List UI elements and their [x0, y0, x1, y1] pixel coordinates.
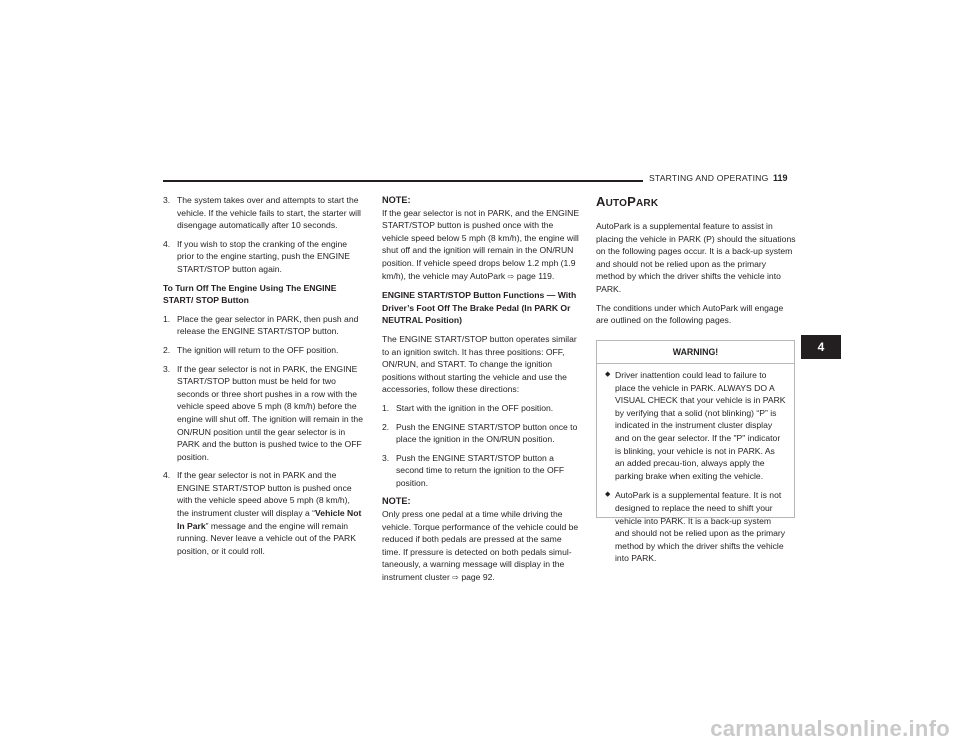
note-label: NOTE: [382, 496, 411, 507]
running-header-section: STARTING AND OPERATING [649, 173, 769, 183]
steps-start-continued [163, 194, 363, 276]
note-text: Only press one pedal at a time while driving the vehicle. Torque performance of the vehicle could be reduced if both pedals are pressed at the same time. If pressure is detected on both pedals simul-taneously, a warning message will display in the instrument cluster ⇨ page 92. [382, 509, 579, 583]
list-item: 3. If the gear selector is not in PARK, the ENGINE START/STOP button must be held for two seconds or three short pushes in a row with the vehicle speed above 5 mph (8 km/h) before the engine will shut off. The ignition will remain in the ON/RUN position until the gear selector is in PARK and the button is pushed twice to the OFF position. [163, 363, 363, 462]
page-number: 119 [773, 173, 788, 183]
steps-turn-off [163, 313, 363, 558]
list-item: 1. Start with the ignition in the OFF position. [382, 402, 554, 413]
watermark: carmanualsonline.info [710, 716, 950, 742]
steps-ignition-positions [382, 402, 580, 490]
list-item: 3. Push the ENGINE START/STOP button a second time to return the ignition to the OFF position. [382, 452, 565, 488]
warning-box [596, 340, 795, 564]
diamond-bullet-icon: ◆ [605, 491, 611, 499]
subheading-button-functions: ENGINE START/STOP Button Functions — With Driver’s Foot Off The Brake Pedal (In PARK Or NEUTRAL Position) [382, 290, 577, 326]
chapter-tab: 4 [801, 335, 841, 359]
vehicle-not-in-park-message: Vehicle Not In Park [177, 508, 362, 531]
warning-title: WARNING! [597, 341, 794, 364]
list-item: 1. Place the gear selector in PARK, then push and release the ENGINE START/STOP button. [163, 313, 359, 337]
list-item: 4. If you wish to stop the cranking of the engine prior to the engine starting, push the ENGINE START/STOP button again. [163, 238, 350, 274]
autopark-paragraph: AutoPark is a supplemental feature to assist in placing the vehicle in PARK (P) should the situations on the following pages occur. It is a back-up system and should not be relied upon as the primary method by which the driver shifts the vehicle into PARK. [596, 221, 796, 294]
page-reference-link[interactable]: page 92. [461, 572, 495, 583]
column-right [596, 194, 796, 333]
diamond-bullet-icon: ◆ [605, 371, 611, 378]
page-reference-link[interactable]: page 119. [516, 270, 555, 281]
column-left [163, 194, 363, 563]
list-item: 2. Push the ENGINE START/STOP button once to place the ignition in the ON/RUN position. [382, 421, 578, 445]
list-item: 4. If the gear selector is not in PARK and the ENGINE START/STOP button is pushed once with the vehicle speed above 5 mph (8 km/h), the instrument cluster will display a “Vehicle Not In Park” message and the engine will remain running. Never leave a vehicle out of the PARK position, or it could roll. [163, 470, 362, 556]
subheading-turn-off-engine: To Turn Off The Engine Using The ENGINE START/ STOP Button [163, 282, 337, 306]
page-reference-arrow-icon: ⇨ [507, 271, 515, 281]
autopark-paragraph: The conditions under which AutoPark will engage are outlined on the following pages. [596, 302, 784, 326]
list-item: 3. The system takes over and attempts to start the vehicle. If the vehicle fails to start, the starter will disengage automatically after 10 seconds. [163, 195, 361, 231]
intro-paragraph: The ENGINE START/STOP button operates similar to an ignition switch. It has three positions: OFF, ON/RUN, and START. To change the ignition positions without starting the vehicle and use the accessories, follow these directions: [382, 333, 577, 395]
header-rule [163, 180, 643, 182]
page-reference-arrow-icon: ⇨ [452, 573, 459, 583]
note-label: NOTE: [382, 195, 411, 205]
list-item: ◆ AutoPark is a supplemental feature. It is not designed to replace the need to shift your vehicle into PARK. It is a back-up system and should not be relied upon as the primary method by which the driver shifts the vehicle into PARK. [605, 490, 786, 564]
warning-body [597, 364, 794, 565]
note-text: If the gear selector is not in PARK, and the ENGINE START/STOP button is pushed once with the vehicle speed below 5 mph (8 km/h), the engine will shut off and the ignition will remain in the ON/RUN position. If vehicle speed drops below 1.2 mph (1.9 km/h), the vehicle may AutoPark ⇨ page 119. [382, 207, 580, 281]
section-title-autopark: AUTOPARK [596, 194, 659, 209]
column-middle [382, 194, 580, 591]
list-item: ◆ Driver inattention could lead to failure to place the vehicle in PARK. ALWAYS DO A VISUAL CHECK that your vehicle is in PARK by verifying that a solid (not blinking) “P” is indicated in the instrument cluster display and on the gear selector. If the "P" indicator is blinking, your vehicle is not in PARK. As an added precau-tion, always apply the parking brake when exiting the vehicle. [605, 370, 786, 481]
list-item: 2. The ignition will return to the OFF position. [163, 344, 339, 355]
